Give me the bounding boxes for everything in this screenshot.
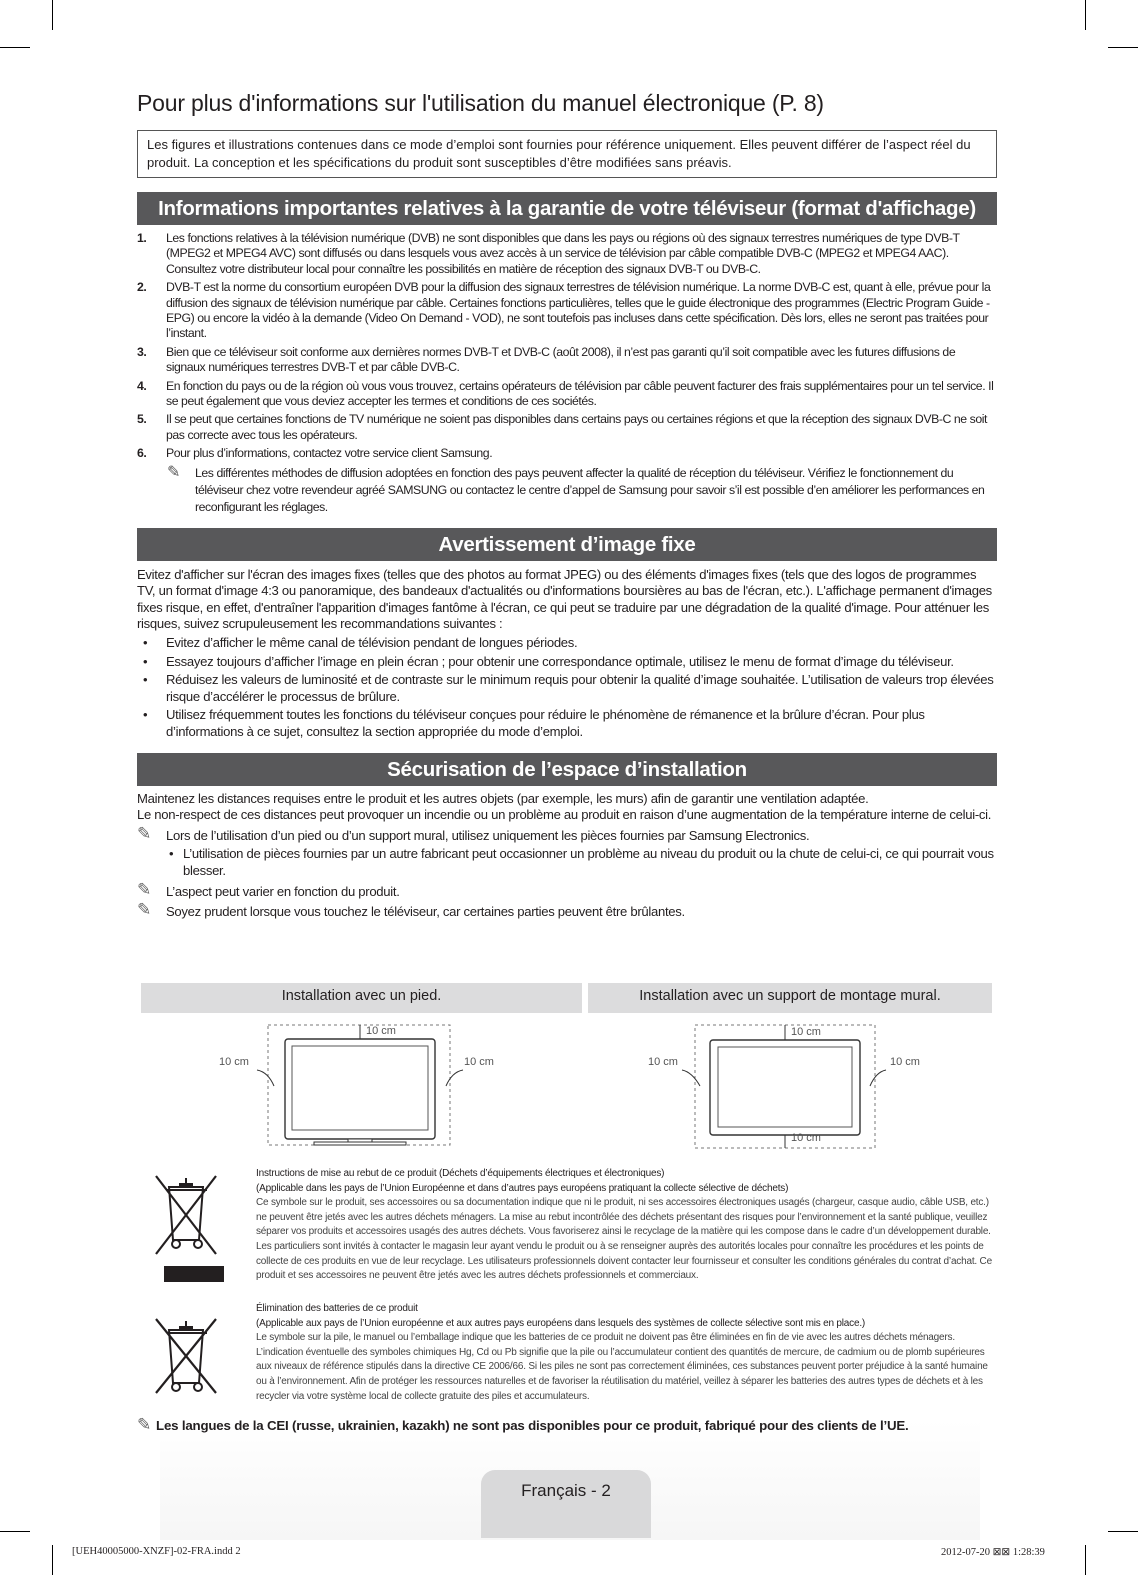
note-text: Les différentes méthodes de diffusion adoptées en fonction des pays peuvent affecter la qualité de réception du téléviseur. Vérifiez le fonctionnement du téléviseur chez votre revendeur agréé SAMSUNG ou contactez le centre d’appel de Samsung pour savoir s’il est possible d’en améliorer les performances en reconfigurant les réglages. [195,465,985,514]
weee-disposal-text [256,1167,992,1284]
pencil-note-icon: ✎ [137,823,151,843]
clearance-label-left: 10 cm [648,1056,678,1068]
installation-note [137,879,997,901]
battery-subtitle: (Applicable aux pays de l’Union européenne et aux autres pays européens dans lesquels des systèmes de collecte sélective sont mis en place.) [256,1317,866,1329]
pencil-note-icon: ✎ [167,463,180,481]
installation-sub-bullets [137,846,997,879]
list-item: • Utilisez fréquemment toutes les fonctions du téléviseur conçues pour réduire le phénomène de rémanence et la brûlure d’écran. Pour plus d’informations à ce sujet, consultez la section appropriée du mode d’emploi. [137,707,997,740]
disclaimer-box: Les figures et illustrations contenues dans ce mode d’emploi sont fournies pour référence uniquement. Elles peuvent différer de l’aspect réel du produit. La conception et les spécifications du produit sont susceptibles d’être modifiées sans préavis. [137,130,997,178]
crop-mark [0,1531,30,1532]
warranty-heading: Informations importantes relatives à la garantie de votre téléviseur (format d'affichage) [137,192,997,225]
installation-note [137,900,997,921]
cis-language-note [137,1415,909,1435]
wall-installation-label: Installation avec un support de montage mural. [588,983,992,1013]
installation-options [141,983,992,1013]
item-number: 1. [137,231,147,245]
clearance-label-top: 10 cm [791,1026,821,1038]
installation-heading: Sécurisation de l’espace d’installation [137,753,997,786]
page-number-tab: Français - 2 [481,1470,651,1538]
wall-tv-illustration [640,1020,940,1150]
list-item [137,280,997,342]
pencil-note-icon: ✎ [137,1415,152,1434]
item-number: 4. [137,378,147,393]
note-text: L’aspect peut varier en fonction du produit. [166,883,400,899]
item-text: Il se peut que certaines fonctions de TV numérique ne soient pas disponibles dans certains pays ou certaines régions et que la réception des signaux DVB-C ne soit pas correcte avec tous les opérateurs. [166,412,987,442]
pencil-note-icon: ✎ [137,900,151,920]
list-item [137,345,997,376]
list-item: • Evitez d’afficher le même canal de télévision pendant de longues périodes. [137,635,997,652]
crop-mark [1085,1545,1086,1575]
item-text: Pour plus d’informations, contactez votre service client Samsung. [166,446,493,461]
list-item: • Réduisez les valeurs de luminosité et de contraste sur le minimum requis pour obtenir la qualité d’image souhaitée. L’utilisation de valeurs trop élevées risque d’accélérer le processus de brûlure. [137,672,997,705]
clearance-label-right: 10 cm [890,1056,920,1068]
stand-installation-diagram [210,1020,510,1150]
crop-mark [1085,0,1086,30]
battery-crossed-bin-icon [152,1315,224,1395]
clearance-label-left: 10 cm [219,1056,249,1068]
page-title: Pour plus d'informations sur l'utilisation du manuel électronique (P. 8) [137,90,824,116]
installation-note [137,823,997,845]
date-slug: 2012-07-20 ⊠⊠ 1:28:39 [941,1547,1045,1558]
weee-body: Ce symbole sur le produit, ses accessoires ou sa documentation indique que ni le produit, ni ses accessoires électroniques usagés (chargeur, casque audio, câble USB, etc.) ne peuvent être jetés avec les autres déchets ménagers. La mise au rebut incontrôlée des déchets présentant des risques pour l’environnement et la santé publique, veuillez séparer vos produits et accessoires usagés des autres déchets. Vous favoriserez ainsi le recyclage de la matière qui les compose dans le cadre d’un développement durable. Les particuliers sont invités à contacter le magasin leur ayant vendu le produit ou à se renseigner auprès des autorités locales pour connaître les procédures et les points de collecte de ces produits en vue de leur recyclage. Les utilisateurs professionnels doivent contacter leur fournisseur et consulter les conditions générales du contrat d’achat. Ce produit et ses accessoires ne peuvent être jetés avec les autres déchets professionnels et commerciaux. [256,1197,992,1282]
warranty-note [137,465,997,516]
list-item [137,412,997,443]
pencil-note-icon: ✎ [137,879,151,899]
item-text: Bien que ce téléviseur soit conforme aux dernières normes DVB-T et DVB-C (août 2008), il n’est pas garanti qu’il soit compatible avec les futures diffusions de signaux numériques terrestres DVB-T et par câble DVB-C. [166,344,956,375]
crop-mark [52,1545,53,1575]
battery-body: Le symbole sur la pile, le manuel ou l’emballage indique que les batteries de ce produit ne doivent pas être éliminées en fin de vie avec les autres déchets ménagers. L’indication éventuelle des symboles chimiques Hg, Cd ou Pb signifie que la pile ou l’accumulateur contient des quantités de mercure, de cadmium ou de plomb supérieures aux niveaux de référence stipulés dans la directive CE 2006/66. Si les piles ne sont pas correctement éliminées, ces substances peuvent porter préjudice à la santé humaine ou à l’environnement. Afin de protéger les ressources naturelles et de favoriser la réutilisation du matériel, veillez à séparer les batteries des autres types de déchets et à les recycler via votre système local de collecte gratuite des piles et accumulateurs. [256,1332,988,1402]
item-number: 2. [137,280,147,295]
battery-disposal-text [256,1302,992,1404]
item-number: 5. [137,412,147,427]
installation-intro-2: Le non-respect de ces distances peut provoquer un incendie ou un problème au produit en raison d’une augmentation de la température interne de celui-ci. [137,807,992,823]
note-text: Les langues de la CEI (russe, ukrainien, kazakh) ne sont pas disponibles pour ce produit, fabriqué pour des clients de l’UE. [156,1418,909,1433]
crop-mark [52,0,53,30]
clearance-label-bottom: 10 cm [791,1132,821,1144]
item-number: 6. [137,446,147,461]
weee-title: Instructions de mise au rebut de ce produit (Déchets d’équipements électriques et électroniques) [256,1168,665,1179]
note-text: Lors de l’utilisation d’un pied ou d’un support mural, utilisez uniquement les pièces fournies par Samsung Electronics. [166,827,810,843]
list-item [137,379,997,410]
item-text: DVB-T est la norme du consortium européen DVB pour la diffusion des signaux terrestres de télévision numérique. La norme DVB-C est, quant à elle, prévue pour la diffusion des signaux de télévision numérique par câble. Certaines fonctions particulières, telles que le guide électronique des programmes (Electric Program Guide - EPG) ou encore la vidéo à la demande (Video On Demand - VOD), ne sont toutefois pas incluses dans cette spécification. Dès lors, elles ne seront pas traitées pour l’instant. [166,280,991,341]
weee-subtitle: (Applicable dans les pays de l’Union Européenne et dans d’autres pays européens pratiquant la collecte sélective de déchets) [256,1182,789,1194]
list-item: • L’utilisation de pièces fournies par un autre fabricant peut occasionner un problème au niveau du produit ou la chute de celui-ci, ce qui pourrait vous blesser. [137,846,997,879]
list-item: • Essayez toujours d’afficher l’image en plein écran ; pour obtenir une correspondance optimale, utilisez le menu de format d’image du téléviseur. [137,654,997,671]
wall-installation-diagram [640,1020,940,1150]
item-number: 3. [137,344,147,359]
page-content [137,88,997,921]
file-slug: [UEH40005000-XNZF]-02-FRA.indd 2 [72,1546,241,1557]
crossed-bin-icon [152,1172,224,1284]
installation-intro-1: Maintenez les distances requises entre le produit et les autres objets (par exemple, les murs) afin de garantir une ventilation adaptée. [137,790,869,806]
list-item [137,446,997,461]
stand-installation-label: Installation avec un pied. [141,983,582,1013]
clearance-label-top: 10 cm [366,1025,396,1037]
still-image-heading: Avertissement d’image fixe [137,528,997,561]
item-text: En fonction du pays ou de la région où vous vous trouvez, certains opérateurs de télévision par câble peuvent facturer des frais supplémentaires pour un tel service. Il se peut également que vous deviez accepter les termes et conditions de ces sociétés. [166,378,994,409]
still-image-intro: Evitez d'afficher sur l'écran des images fixes (telles que des photos au format JPEG) ou des éléments d'images fixes (tels que des logos de programmes TV, un format d'image 4:3 ou panoramique, des bandeaux d'actualités ou d'informations boursières au bas de l'écran, etc.). L'affichage permanent d'images fixes risque, en effet, d'entraîner l'apparition d'images fantôme à l'écran, ce qui peut se traduire par une dégradation de la qualité d'image. Pour atténuer les risques, suivez scrupuleusement les recommandations suivantes : [137,566,992,632]
crop-mark [1108,1531,1138,1532]
warranty-list [137,231,997,462]
crop-mark [1108,47,1138,48]
battery-title: Élimination des batteries de ce produit [256,1303,418,1314]
note-text: Soyez prudent lorsque vous touchez le téléviseur, car certaines parties peuvent être brûlantes. [166,904,685,920]
list-item [137,231,997,277]
stand-tv-illustration [210,1020,510,1150]
crop-mark [0,47,30,48]
item-text: Les fonctions relatives à la télévision numérique (DVB) ne sont disponibles que dans les pays ou régions où des signaux terrestres numériques de type DVB-T (MPEG2 et MPEG4 AVC) sont diffusés ou dans lesquels vous avez accès à un service de télévision par câble compatible DVB-C (MPEG2 et MPEG4 AAC). Consultez votre distributeur local pour connaître les possibilités en matière de réception des signaux DVB-T ou DVB-C. [166,231,960,276]
still-image-bullets [137,635,997,741]
clearance-label-right: 10 cm [464,1056,494,1068]
